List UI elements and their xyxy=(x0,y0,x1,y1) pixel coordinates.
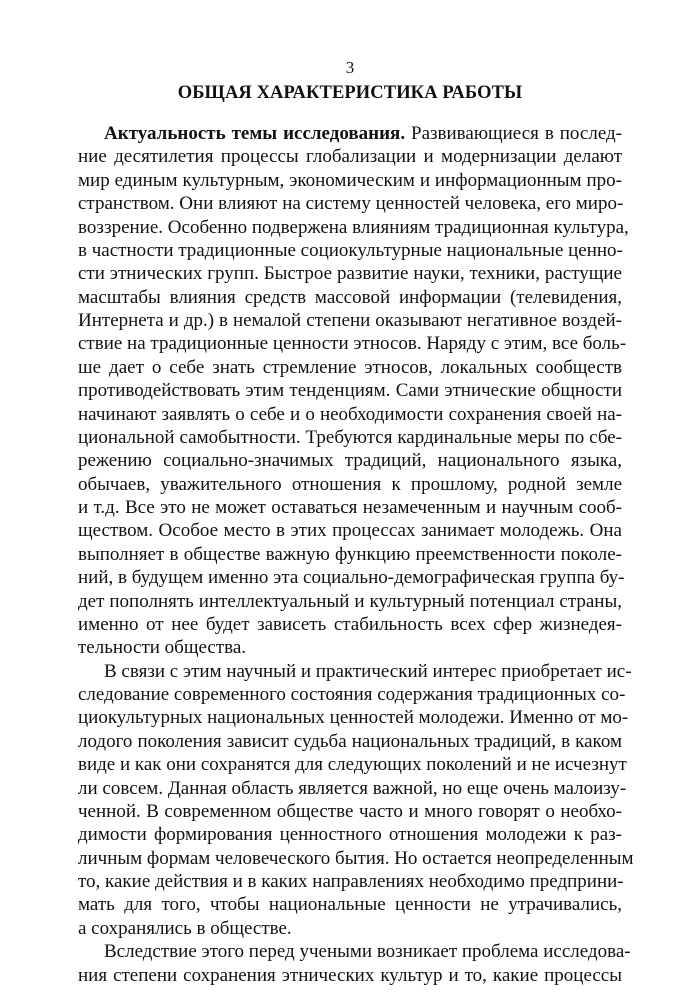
text-line: лодого поколения зависит судьба национальных традиций, в каком xyxy=(78,730,622,752)
text-line: личным формам человеческого бытия. Но остается неопределенным xyxy=(78,847,634,869)
text-line: режению социально-значимых традиций, национального языка, xyxy=(78,450,622,472)
text-line: ний, в будущем именно эта социально-демографическая группа бу- xyxy=(78,567,625,589)
text-line: циокультурных национальных ценностей молодежи. Именно от мо- xyxy=(78,707,629,729)
text-line: странством. Они влияют на систему ценностей человека, его миро- xyxy=(78,193,624,215)
text-line xyxy=(78,122,622,145)
text-line: В связи с этим научный и практический интерес приобретает ис- xyxy=(104,660,632,682)
text-line: виде и как они сохранятся для следующих поколений и не исчезнут xyxy=(78,754,627,776)
page-number: 3 xyxy=(345,58,355,77)
paragraph-2 xyxy=(78,660,634,941)
text-line: а сохранялись в обществе. xyxy=(78,917,292,939)
text-line: ше дает о себе знать стремление этносов, локальных сообществ xyxy=(78,356,622,378)
text-line: циональной самобытности. Требуются кардинальные меры по сбе- xyxy=(78,426,622,448)
paragraph-lead: Актуальность темы исследования. xyxy=(104,123,406,144)
text-line: димости формирования ценностного отношения молодежи к раз- xyxy=(78,824,622,846)
text-line: дет пополнять интеллектуальный и культурный потенциал страны, xyxy=(78,590,622,612)
text-line: тельности общества. xyxy=(78,637,247,659)
text-line: масштабы влияния средств массовой информации (телевидения, xyxy=(78,286,622,308)
text-line: начинают заявлять о себе и о необходимости сохранения своей на- xyxy=(78,403,622,425)
page-heading: ОБЩАЯ ХАРАКТЕРИСТИКА РАБОТЫ xyxy=(177,83,523,103)
text-line: противодействовать этим тенденциям. Сами этнические общности xyxy=(78,380,622,402)
text-line: ли совсем. Данная область является важной, но еще очень малоизу- xyxy=(78,777,627,799)
text-line: и т.д. Все это не может оставаться незамеченным и научным сооб- xyxy=(78,497,622,518)
text-line: обычаев, уважительного отношения к прошлому, родной земле xyxy=(78,473,622,495)
text-line: ченной. В современном обществе часто и много говорят о необхо- xyxy=(78,800,622,822)
paragraph-1 xyxy=(78,122,629,660)
text-line: именно от нее будет зависеть стабильность всех сфер жизнедея- xyxy=(78,613,622,635)
text-line: следование современного состояния содержания традиционных со- xyxy=(78,684,626,705)
text-line: ние десятилетия процессы глобализации и модернизации делают xyxy=(78,146,622,168)
text-line: ствие на традиционные ценности этносов. Наряду с этим, все боль- xyxy=(78,333,627,355)
text-line: то, какие действия и в каких направлениях необходимо предприни- xyxy=(78,871,624,892)
text-line: выполняет в обществе важную функцию преемственности поколе- xyxy=(78,543,622,565)
text-line: сти этнических групп. Быстрое развитие науки, техники, растущие xyxy=(78,263,622,285)
paragraph-3 xyxy=(78,940,631,987)
body-text xyxy=(78,122,634,987)
text-line: ществом. Особое место в этих процессах занимает молодежь. Она xyxy=(78,520,622,542)
text-line: Вследствие этого перед учеными возникает проблема исследова- xyxy=(104,941,631,963)
text-line: мать для того, чтобы национальные ценности не утрачивались, xyxy=(78,894,622,916)
text-line: Интернета и др.) в немалой степени оказывают негативное воздей- xyxy=(78,310,622,331)
text-line: мир единым культурным, экономическим и информационным про- xyxy=(78,169,622,191)
text-line: в частности традиционные социокультурные национальные ценно- xyxy=(78,239,623,261)
text-line: ния степени сохранения этнических культур и то, какие процессы xyxy=(78,964,622,986)
line-text: Развивающиеся в послед- xyxy=(405,123,622,144)
text-line: воззрение. Особенно подвержена влияниям традиционная культура, xyxy=(78,216,629,238)
